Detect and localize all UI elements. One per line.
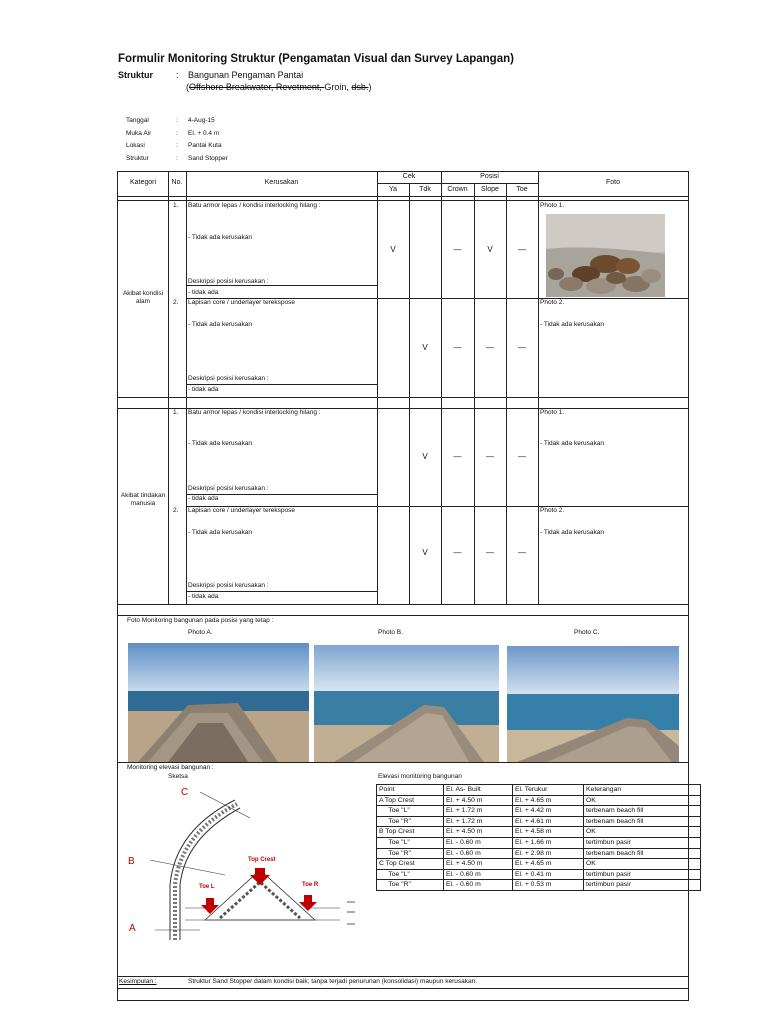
meta-label: Muka Air (126, 129, 152, 137)
row-deskripsi-val: - tidak ada (188, 593, 219, 600)
pos-toe: — (518, 343, 526, 352)
row-deskripsi: Deskripsi posisi kerusakan : (188, 582, 269, 589)
header-cek: Cek (402, 173, 416, 180)
elev-cell: El. - 0.60 m (444, 837, 513, 848)
meta-value: El. + 0.4 m (188, 129, 220, 137)
elev-cell: Toe "L" (377, 837, 444, 848)
meta-values (188, 115, 228, 165)
row-detail: - Tidak ada kerusakan (188, 440, 252, 447)
row-detail: - Tidak ada kerusakan (188, 529, 252, 536)
elev-cell: B Top Crest (377, 827, 444, 838)
elev-cell: A Top Crest (377, 795, 444, 806)
kategori-manusia: Akibat tindakan manusia (120, 492, 166, 507)
meta-value: Sand Stopper (188, 154, 228, 162)
elev-title: Elevasi monitoring bangunan (378, 773, 462, 780)
pos-crown: — (453, 343, 462, 352)
header-foto: Foto (605, 179, 620, 186)
photo-b (314, 645, 499, 762)
elev-cell: El. + 4.58 m (513, 827, 584, 838)
label-toe-l: Toe L (199, 884, 215, 890)
struktur-sub: (Offshore Breakwater, Revetment, Groin, dsb.) (186, 82, 372, 92)
kesimpulan-label: Kesimpulan : (119, 978, 157, 985)
elev-cell: Toe "R" (377, 880, 444, 891)
elev-cell: terbenam beach fill (584, 816, 701, 827)
photo-c-label: Photo C. (574, 629, 600, 636)
elev-row (377, 859, 701, 870)
photo-b-label: Photo B. (378, 629, 403, 636)
pos-toe: — (518, 452, 526, 461)
elev-cell: El. + 1.72 m (444, 806, 513, 817)
elev-row (377, 806, 701, 817)
row-deskripsi-val: - tidak ada (188, 495, 219, 502)
struktur-label: Struktur (118, 70, 154, 80)
row-kerusakan: Batu armor lepas / kondisi interlocking hilang : (188, 202, 321, 209)
meta-label: Struktur (126, 154, 149, 162)
row-kerusakan: Lapisan core / underlayer terekspose (188, 507, 295, 514)
label-top-crest: Top Crest (248, 857, 276, 863)
elev-header-row (377, 785, 701, 796)
elev-cell: terbenam beach fill (584, 806, 701, 817)
elev-row (377, 869, 701, 880)
sketch-drawing (140, 790, 370, 950)
pos-toe: — (518, 245, 526, 254)
cek-tdk: V (422, 548, 428, 557)
row-detail: - Tidak ada kerusakan (188, 321, 252, 328)
elev-cell: El. + 4.50 m (444, 795, 513, 806)
header-no: No. (171, 179, 183, 186)
foto-text: - Tidak ada kerusakan (540, 440, 604, 447)
elev-cell: El. + 4.50 m (444, 859, 513, 870)
row-kerusakan: Batu armor lepas / kondisi interlocking hilang : (188, 409, 321, 416)
elev-row (377, 827, 701, 838)
header-slope: Slope (481, 186, 499, 193)
page-title: Formulir Monitoring Struktur (Pengamatan Visual dan Survey Lapangan) (118, 53, 514, 65)
elev-header-cell: Point (377, 785, 444, 796)
elev-cell: El. - 0.60 m (444, 880, 513, 891)
row-detail: - Tidak ada kerusakan (188, 234, 252, 241)
row-deskripsi: Deskripsi posisi kerusakan : (188, 485, 269, 492)
elev-cell: El. + 2.98 m (513, 848, 584, 859)
elev-cell: Toe "L" (377, 806, 444, 817)
header-posisi: Posisi (480, 173, 499, 180)
photo-c (507, 646, 679, 762)
elev-cell: El. + 4.65 m (513, 795, 584, 806)
meta-colons: : : : : (176, 117, 178, 162)
pos-slope: — (486, 343, 494, 352)
foto-label: Photo 1. (540, 409, 565, 416)
elev-cell: tertimbun pasir (584, 869, 701, 880)
elev-header-cell: El. As- Built (444, 785, 513, 796)
row-deskripsi: Deskripsi posisi kerusakan : (188, 375, 269, 382)
elev-cell: OK (584, 859, 701, 870)
elev-cell: Toe "R" (377, 848, 444, 859)
foto-label: Photo 2. (540, 299, 565, 306)
pos-crown: — (453, 452, 462, 461)
elev-cell: OK (584, 795, 701, 806)
foto-label: Photo 1. (540, 202, 565, 209)
row-kerusakan: Lapisan core / underlayer terekspose (188, 299, 295, 306)
elev-cell: C Top Crest (377, 859, 444, 870)
label-a: A (129, 923, 136, 934)
elev-cell: El. + 4.42 m (513, 806, 584, 817)
row-deskripsi-val: - tidak ada (188, 386, 219, 393)
elev-header-cell: Keterangan (584, 785, 701, 796)
elev-header-cell: El. Terukur (513, 785, 584, 796)
photo-a (128, 643, 309, 762)
label-toe-r: Toe R (302, 882, 319, 888)
header-tdk: Tdk (419, 186, 431, 193)
foto-text: - Tidak ada kerusakan (540, 529, 604, 536)
foto-text: - Tidak ada kerusakan (540, 321, 604, 328)
elev-row (377, 880, 701, 891)
cek-ya: V (390, 245, 396, 254)
row-no: 1. (173, 202, 179, 209)
elev-row (377, 837, 701, 848)
row-no: 1. (173, 409, 179, 416)
elev-cell: El. - 0.60 m (444, 848, 513, 859)
foto-monitoring-title: Foto Monitoring bangunan pada posisi yang tetap : (127, 617, 274, 624)
meta-label: Lokasi (126, 142, 145, 149)
meta-label: Tanggal (126, 117, 149, 124)
elev-cell: tertimbun pasir (584, 880, 701, 891)
elev-cell: El. - 0.60 m (444, 869, 513, 880)
label-c: C (181, 787, 189, 798)
header-kerusakan: Kerusakan (264, 179, 299, 186)
header-ya: Ya (388, 186, 398, 193)
elev-row (377, 816, 701, 827)
elev-cell: OK (584, 827, 701, 838)
elev-cell: El. + 1.66 m (513, 837, 584, 848)
kategori-alam: Akibat kondisi alam (122, 290, 164, 305)
cek-tdk: V (422, 343, 428, 352)
struktur-value: Bangunan Pengaman Pantai (188, 70, 304, 80)
elev-cell: El. + 4.65 m (513, 859, 584, 870)
row-no: 2. (173, 299, 179, 306)
header-toe: Toe (516, 186, 528, 193)
sketsa-label: Sketsa (168, 773, 188, 780)
foto-label: Photo 2. (540, 507, 565, 514)
elevation-table (376, 784, 701, 891)
meta-value: Pantai Kuta (188, 142, 222, 149)
elev-cell: terbenam beach fill (584, 848, 701, 859)
header-crown: Crown (447, 186, 468, 193)
pos-crown: — (453, 245, 462, 254)
photo-1-rocks (546, 214, 665, 297)
cek-tdk: V (422, 452, 428, 461)
elev-row (377, 848, 701, 859)
monitoring-title: Monitoring elevasi bangunan : (127, 764, 214, 771)
row-no: 2. (173, 507, 179, 514)
row-deskripsi: Deskripsi posisi kerusakan : (188, 278, 269, 285)
pos-slope: — (486, 548, 494, 557)
elev-cell: El. + 0.41 m (513, 869, 584, 880)
elev-cell: El. + 4.61 m (513, 816, 584, 827)
struktur-colon: : (176, 70, 179, 80)
elev-cell: Toe "L" (377, 869, 444, 880)
elev-row (377, 795, 701, 806)
photo-a-label: Photo A. (188, 629, 213, 636)
elev-cell: tertimbun pasir (584, 837, 701, 848)
header-kategori: Kategori (129, 179, 157, 186)
elev-cell: El. + 0.53 m (513, 880, 584, 891)
kesimpulan-text: Struktur Sand Stopper dalam kondisi baik; tanpa terjadi penurunan (konsolidasi) maupun kerusakan. (188, 978, 478, 985)
label-b: B (128, 856, 135, 867)
elev-cell: Toe "R" (377, 816, 444, 827)
meta-labels (126, 115, 151, 165)
pos-crown: — (453, 548, 462, 557)
meta-value: 4-Aug-15 (188, 117, 215, 124)
elev-cell: El. + 4.50 m (444, 827, 513, 838)
pos-slope: V (487, 245, 493, 254)
pos-toe: — (518, 548, 526, 557)
elev-cell: El. + 1.72 m (444, 816, 513, 827)
pos-slope: — (486, 452, 494, 461)
row-deskripsi-val: - tidak ada (188, 289, 219, 296)
